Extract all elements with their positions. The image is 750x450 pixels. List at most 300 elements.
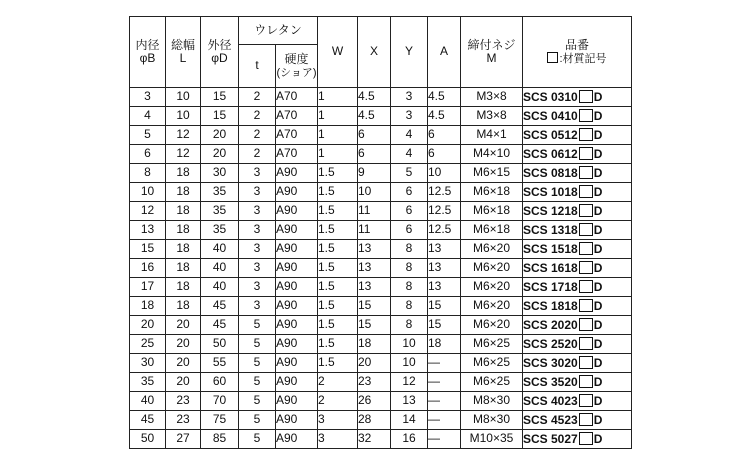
table-row — [130, 392, 632, 411]
cell-screw: M10×35 — [461, 430, 523, 449]
table-row — [130, 411, 632, 430]
cell-inner-diameter: 50 — [130, 430, 166, 449]
cell-y: 8 — [391, 297, 428, 316]
cell-x: 15 — [358, 316, 391, 335]
part-number-prefix: SCS 1518 — [523, 241, 578, 256]
cell-w: 1.5 — [318, 335, 358, 354]
cell-hardness: A90 — [276, 164, 318, 183]
material-code-box — [579, 432, 593, 445]
cell-a: 18 — [428, 335, 461, 354]
cell-part-number — [523, 259, 632, 278]
cell-hardness: A90 — [276, 221, 318, 240]
cell-hardness: A90 — [276, 335, 318, 354]
cell-hardness: A70 — [276, 145, 318, 164]
cell-w: 3 — [318, 430, 358, 449]
part-number-prefix: SCS 1618 — [523, 260, 578, 275]
material-code-box — [579, 128, 593, 141]
cell-y: 8 — [391, 240, 428, 259]
cell-thickness: 5 — [239, 316, 276, 335]
cell-screw: M6×25 — [461, 354, 523, 373]
cell-w: 3 — [318, 411, 358, 430]
cell-inner-diameter: 4 — [130, 107, 166, 126]
part-number-prefix: SCS 5027 — [523, 431, 578, 446]
part-number-prefix: SCS 4023 — [523, 393, 578, 408]
cell-screw: M6×18 — [461, 202, 523, 221]
cell-outer-diameter: 40 — [201, 278, 239, 297]
part-number-suffix: D — [593, 165, 603, 180]
cell-y: 8 — [391, 259, 428, 278]
cell-thickness: 2 — [239, 145, 276, 164]
cell-inner-diameter: 13 — [130, 221, 166, 240]
cell-y: 10 — [391, 354, 428, 373]
material-code-box — [579, 299, 593, 312]
cell-hardness: A90 — [276, 278, 318, 297]
cell-thickness: 3 — [239, 164, 276, 183]
cell-thickness: 3 — [239, 259, 276, 278]
part-number-prefix: SCS 4523 — [523, 412, 578, 427]
cell-part-number — [523, 430, 632, 449]
cell-a: 12.5 — [428, 221, 461, 240]
cell-hardness: A90 — [276, 316, 318, 335]
cell-hardness: A70 — [276, 107, 318, 126]
header-y: Y — [391, 17, 428, 88]
cell-y: 6 — [391, 202, 428, 221]
cell-part-number — [523, 335, 632, 354]
table-row — [130, 145, 632, 164]
material-code-box — [579, 413, 593, 426]
part-number-suffix: D — [593, 184, 603, 199]
cell-width: 23 — [166, 392, 201, 411]
cell-x: 6 — [358, 145, 391, 164]
part-number-prefix: SCS 1818 — [523, 298, 578, 313]
part-number-suffix: D — [593, 317, 603, 332]
cell-screw: M6×18 — [461, 221, 523, 240]
cell-outer-diameter: 35 — [201, 221, 239, 240]
cell-a: 15 — [428, 297, 461, 316]
cell-outer-diameter: 40 — [201, 259, 239, 278]
cell-y: 13 — [391, 392, 428, 411]
cell-w: 1 — [318, 88, 358, 107]
cell-screw: M3×8 — [461, 107, 523, 126]
table-row — [130, 354, 632, 373]
header-a: A — [428, 17, 461, 88]
cell-outer-diameter: 20 — [201, 145, 239, 164]
cell-a: 13 — [428, 259, 461, 278]
cell-x: 13 — [358, 240, 391, 259]
cell-outer-diameter: 15 — [201, 88, 239, 107]
cell-screw: M6×25 — [461, 373, 523, 392]
cell-w: 1.5 — [318, 278, 358, 297]
cell-w: 1.5 — [318, 202, 358, 221]
material-code-box — [579, 261, 593, 274]
cell-width: 18 — [166, 297, 201, 316]
table-row — [130, 430, 632, 449]
header-outer-diameter: 外径 φD — [201, 17, 239, 88]
header-thickness: t — [239, 45, 276, 88]
cell-x: 6 — [358, 126, 391, 145]
cell-x: 26 — [358, 392, 391, 411]
cell-outer-diameter: 60 — [201, 373, 239, 392]
cell-inner-diameter: 20 — [130, 316, 166, 335]
part-number-prefix: SCS 0818 — [523, 165, 578, 180]
part-number-suffix: D — [593, 393, 603, 408]
cell-x: 4.5 — [358, 107, 391, 126]
material-code-box — [579, 375, 593, 388]
material-code-box — [579, 242, 593, 255]
cell-inner-diameter: 6 — [130, 145, 166, 164]
cell-part-number — [523, 411, 632, 430]
cell-part-number — [523, 373, 632, 392]
cell-thickness: 2 — [239, 88, 276, 107]
material-code-box — [579, 166, 593, 179]
cell-part-number — [523, 354, 632, 373]
cell-outer-diameter: 50 — [201, 335, 239, 354]
part-number-suffix: D — [593, 127, 603, 142]
spec-table — [129, 16, 632, 449]
cell-x: 15 — [358, 297, 391, 316]
table-row — [130, 88, 632, 107]
cell-w: 1 — [318, 107, 358, 126]
cell-width: 23 — [166, 411, 201, 430]
cell-outer-diameter: 15 — [201, 107, 239, 126]
cell-inner-diameter: 10 — [130, 183, 166, 202]
cell-outer-diameter: 45 — [201, 316, 239, 335]
cell-outer-diameter: 40 — [201, 240, 239, 259]
cell-a: 10 — [428, 164, 461, 183]
cell-w: 1 — [318, 145, 358, 164]
cell-outer-diameter: 75 — [201, 411, 239, 430]
cell-y: 4 — [391, 126, 428, 145]
cell-thickness: 5 — [239, 411, 276, 430]
cell-hardness: A90 — [276, 202, 318, 221]
cell-w: 1.5 — [318, 259, 358, 278]
cell-hardness: A90 — [276, 354, 318, 373]
cell-thickness: 5 — [239, 354, 276, 373]
cell-inner-diameter: 17 — [130, 278, 166, 297]
part-number-prefix: SCS 0612 — [523, 146, 578, 161]
cell-width: 12 — [166, 145, 201, 164]
cell-screw: M6×25 — [461, 335, 523, 354]
table-row — [130, 373, 632, 392]
cell-hardness: A90 — [276, 183, 318, 202]
cell-w: 1.5 — [318, 183, 358, 202]
material-code-box — [579, 109, 593, 122]
part-number-prefix: SCS 0512 — [523, 127, 578, 142]
cell-y: 5 — [391, 164, 428, 183]
cell-outer-diameter: 35 — [201, 183, 239, 202]
cell-y: 8 — [391, 278, 428, 297]
cell-screw: M3×8 — [461, 88, 523, 107]
cell-y: 3 — [391, 107, 428, 126]
cell-width: 18 — [166, 183, 201, 202]
cell-a: 13 — [428, 278, 461, 297]
cell-width: 18 — [166, 240, 201, 259]
cell-a: 13 — [428, 240, 461, 259]
header-screw: 締付ネジ M — [461, 17, 523, 88]
cell-a: 12.5 — [428, 202, 461, 221]
cell-screw: M6×20 — [461, 259, 523, 278]
table-row — [130, 107, 632, 126]
part-number-suffix: D — [593, 146, 603, 161]
header-width: 総幅 L — [166, 17, 201, 88]
header-row-1 — [130, 17, 632, 45]
cell-inner-diameter: 35 — [130, 373, 166, 392]
table-row — [130, 183, 632, 202]
cell-part-number — [523, 278, 632, 297]
cell-w: 2 — [318, 373, 358, 392]
cell-thickness: 2 — [239, 126, 276, 145]
cell-thickness: 5 — [239, 335, 276, 354]
cell-inner-diameter: 40 — [130, 392, 166, 411]
cell-screw: M6×20 — [461, 316, 523, 335]
cell-thickness: 3 — [239, 297, 276, 316]
cell-thickness: 5 — [239, 430, 276, 449]
cell-thickness: 3 — [239, 221, 276, 240]
cell-x: 13 — [358, 259, 391, 278]
cell-a: 6 — [428, 126, 461, 145]
cell-hardness: A90 — [276, 392, 318, 411]
cell-screw: M6×20 — [461, 278, 523, 297]
part-number-suffix: D — [593, 89, 603, 104]
cell-part-number — [523, 297, 632, 316]
cell-screw: M4×10 — [461, 145, 523, 164]
cell-a: 15 — [428, 316, 461, 335]
cell-x: 28 — [358, 411, 391, 430]
cell-width: 18 — [166, 221, 201, 240]
cell-y: 6 — [391, 221, 428, 240]
part-number-suffix: D — [593, 431, 603, 446]
part-number-suffix: D — [593, 222, 603, 237]
part-number-prefix: SCS 1218 — [523, 203, 578, 218]
cell-inner-diameter: 15 — [130, 240, 166, 259]
cell-hardness: A90 — [276, 430, 318, 449]
material-code-box — [579, 356, 593, 369]
cell-thickness: 5 — [239, 373, 276, 392]
header-part-number: 品番 :材質記号 — [523, 17, 632, 88]
cell-w: 1.5 — [318, 297, 358, 316]
cell-outer-diameter: 85 — [201, 430, 239, 449]
cell-w: 2 — [318, 392, 358, 411]
cell-a: 4.5 — [428, 88, 461, 107]
material-code-box — [547, 52, 558, 63]
cell-screw: M6×20 — [461, 240, 523, 259]
cell-width: 27 — [166, 430, 201, 449]
cell-x: 32 — [358, 430, 391, 449]
cell-outer-diameter: 45 — [201, 297, 239, 316]
header-urethane: ウレタン — [239, 17, 318, 45]
cell-y: 16 — [391, 430, 428, 449]
material-code-box — [579, 394, 593, 407]
cell-part-number — [523, 392, 632, 411]
cell-y: 4 — [391, 145, 428, 164]
cell-a: — — [428, 354, 461, 373]
material-code-box — [579, 185, 593, 198]
cell-width: 10 — [166, 88, 201, 107]
part-number-suffix: D — [593, 260, 603, 275]
cell-inner-diameter: 45 — [130, 411, 166, 430]
cell-x: 9 — [358, 164, 391, 183]
cell-x: 4.5 — [358, 88, 391, 107]
cell-inner-diameter: 3 — [130, 88, 166, 107]
cell-hardness: A90 — [276, 240, 318, 259]
cell-part-number — [523, 164, 632, 183]
table-row — [130, 126, 632, 145]
cell-w: 1.5 — [318, 221, 358, 240]
table-row — [130, 278, 632, 297]
cell-x: 18 — [358, 335, 391, 354]
header-inner-diameter: 内径 φB — [130, 17, 166, 88]
cell-part-number — [523, 126, 632, 145]
cell-part-number — [523, 221, 632, 240]
material-code-box — [579, 147, 593, 160]
part-number-suffix: D — [593, 298, 603, 313]
cell-screw: M6×20 — [461, 297, 523, 316]
part-number-suffix: D — [593, 203, 603, 218]
table-row — [130, 297, 632, 316]
cell-width: 20 — [166, 316, 201, 335]
cell-a: — — [428, 392, 461, 411]
cell-thickness: 3 — [239, 240, 276, 259]
cell-part-number — [523, 240, 632, 259]
cell-thickness: 3 — [239, 278, 276, 297]
cell-inner-diameter: 16 — [130, 259, 166, 278]
table-row — [130, 259, 632, 278]
cell-width: 18 — [166, 164, 201, 183]
material-code-box — [579, 223, 593, 236]
header-w: W — [318, 17, 358, 88]
table-row — [130, 316, 632, 335]
part-number-prefix: SCS 2020 — [523, 317, 578, 332]
cell-w: 1.5 — [318, 316, 358, 335]
cell-w: 1.5 — [318, 164, 358, 183]
cell-a: 12.5 — [428, 183, 461, 202]
cell-w: 1 — [318, 126, 358, 145]
cell-x: 13 — [358, 278, 391, 297]
table-row — [130, 202, 632, 221]
cell-inner-diameter: 18 — [130, 297, 166, 316]
cell-width: 20 — [166, 354, 201, 373]
cell-inner-diameter: 12 — [130, 202, 166, 221]
part-number-suffix: D — [593, 355, 603, 370]
cell-a: — — [428, 430, 461, 449]
cell-part-number — [523, 107, 632, 126]
table-row — [130, 221, 632, 240]
cell-screw: M8×30 — [461, 411, 523, 430]
part-number-prefix: SCS 0310 — [523, 89, 578, 104]
cell-width: 12 — [166, 126, 201, 145]
cell-w: 1.5 — [318, 240, 358, 259]
cell-a: — — [428, 373, 461, 392]
cell-hardness: A70 — [276, 126, 318, 145]
cell-x: 11 — [358, 221, 391, 240]
cell-part-number — [523, 202, 632, 221]
cell-hardness: A70 — [276, 88, 318, 107]
cell-y: 12 — [391, 373, 428, 392]
cell-width: 18 — [166, 259, 201, 278]
part-number-suffix: D — [593, 108, 603, 123]
part-number-suffix: D — [593, 336, 603, 351]
part-number-suffix: D — [593, 412, 603, 427]
cell-width: 20 — [166, 373, 201, 392]
cell-screw: M6×15 — [461, 164, 523, 183]
cell-part-number — [523, 316, 632, 335]
header-hardness: 硬度 (ショア) — [276, 45, 318, 88]
cell-a: 6 — [428, 145, 461, 164]
cell-outer-diameter: 30 — [201, 164, 239, 183]
material-code-box — [579, 337, 593, 350]
cell-x: 23 — [358, 373, 391, 392]
cell-w: 1.5 — [318, 354, 358, 373]
part-number-suffix: D — [593, 241, 603, 256]
cell-part-number — [523, 145, 632, 164]
cell-width: 20 — [166, 335, 201, 354]
cell-y: 6 — [391, 183, 428, 202]
cell-x: 10 — [358, 183, 391, 202]
cell-screw: M8×30 — [461, 392, 523, 411]
part-number-prefix: SCS 0410 — [523, 108, 578, 123]
cell-inner-diameter: 25 — [130, 335, 166, 354]
part-number-prefix: SCS 2520 — [523, 336, 578, 351]
cell-thickness: 3 — [239, 202, 276, 221]
cell-outer-diameter: 35 — [201, 202, 239, 221]
cell-width: 18 — [166, 278, 201, 297]
part-number-prefix: SCS 3520 — [523, 374, 578, 389]
part-number-prefix: SCS 1018 — [523, 184, 578, 199]
cell-inner-diameter: 8 — [130, 164, 166, 183]
table-row — [130, 335, 632, 354]
part-number-prefix: SCS 1718 — [523, 279, 578, 294]
cell-x: 11 — [358, 202, 391, 221]
cell-screw: M6×18 — [461, 183, 523, 202]
cell-width: 10 — [166, 107, 201, 126]
cell-part-number — [523, 88, 632, 107]
cell-y: 10 — [391, 335, 428, 354]
cell-hardness: A90 — [276, 373, 318, 392]
part-number-suffix: D — [593, 279, 603, 294]
cell-thickness: 2 — [239, 107, 276, 126]
cell-a: 4.5 — [428, 107, 461, 126]
table-row — [130, 240, 632, 259]
cell-screw: M4×1 — [461, 126, 523, 145]
table-row — [130, 164, 632, 183]
header-x: X — [358, 17, 391, 88]
material-code-box — [579, 90, 593, 103]
cell-x: 20 — [358, 354, 391, 373]
cell-thickness: 5 — [239, 392, 276, 411]
cell-a: — — [428, 411, 461, 430]
cell-thickness: 3 — [239, 183, 276, 202]
cell-hardness: A90 — [276, 411, 318, 430]
cell-part-number — [523, 183, 632, 202]
cell-y: 8 — [391, 316, 428, 335]
cell-y: 14 — [391, 411, 428, 430]
cell-outer-diameter: 55 — [201, 354, 239, 373]
cell-inner-diameter: 5 — [130, 126, 166, 145]
material-code-box — [579, 280, 593, 293]
part-number-suffix: D — [593, 374, 603, 389]
part-number-prefix: SCS 3020 — [523, 355, 578, 370]
cell-width: 18 — [166, 202, 201, 221]
table-body — [130, 88, 632, 449]
cell-outer-diameter: 20 — [201, 126, 239, 145]
material-code-box — [579, 204, 593, 217]
cell-inner-diameter: 30 — [130, 354, 166, 373]
cell-y: 3 — [391, 88, 428, 107]
part-number-prefix: SCS 1318 — [523, 222, 578, 237]
material-code-box — [579, 318, 593, 331]
cell-hardness: A90 — [276, 259, 318, 278]
cell-outer-diameter: 70 — [201, 392, 239, 411]
